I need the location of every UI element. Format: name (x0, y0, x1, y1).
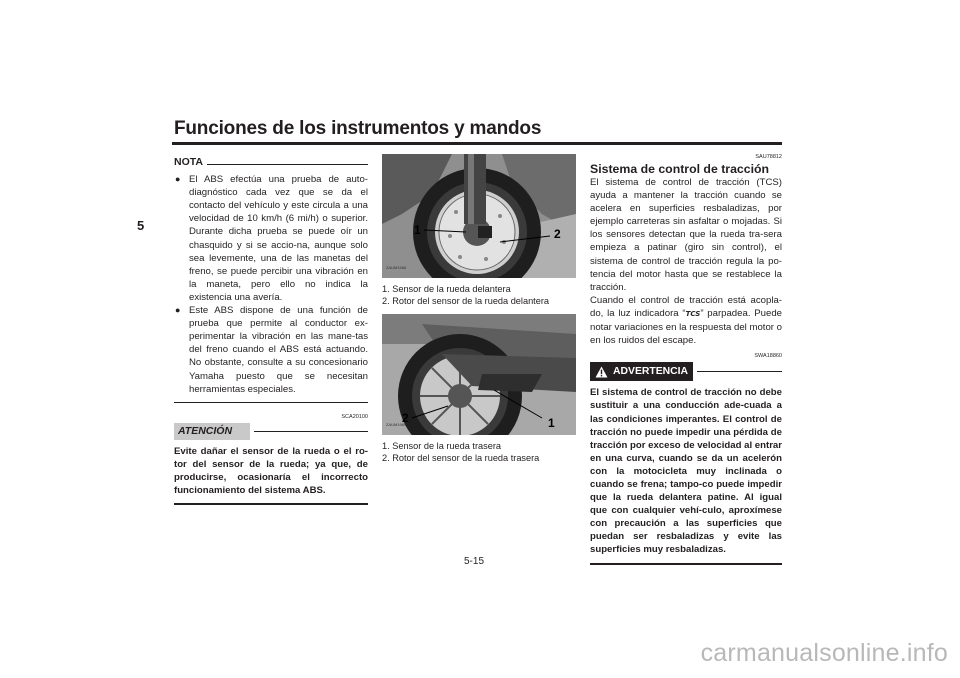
warning-code: SWA18860 (754, 353, 782, 360)
bullet-icon: ● (175, 174, 181, 185)
header-rule (172, 142, 782, 145)
atencion-heading (174, 423, 368, 440)
tcs-text-before: Cuando el control de tracción está acopla-do, la luz indicadora “ (590, 294, 782, 319)
nota-heading (174, 156, 368, 169)
column-1 (174, 156, 368, 505)
tcs-text-after: ” parpadea. Puede notar variaciones en la respuesta del motor o en los ruidos del escape. (590, 307, 782, 347)
warning-text: El sistema de control de tracción no debe sustituir a una conducción ade-cuada a las condiciones imperantes. El control de tracción no puede impedir una pérdida de tracción por exceso de velocidad al entrar en una curva, cuando se da un acelerón con la motocicleta muy inclinada o cuando se frena; tampo-co puede impedir que la rueda delantera patine. Al igual que con cualquier vehí-culo, aproxímese con precaución a las superficies que puedan ser resbaladizas y evite las superficies muy resbaladizas. (590, 387, 782, 556)
nota-end-rule (174, 402, 368, 403)
nota-label: NOTA (174, 156, 203, 168)
atencion-rule (254, 431, 368, 432)
front-wheel-illustration (382, 154, 576, 278)
warning-end-rule (590, 563, 782, 565)
watermark: carmanualsonline.info (700, 639, 948, 667)
figure-code: ZAUM1969 (386, 421, 407, 427)
section-title: Sistema de control de tracción (590, 162, 770, 176)
front-wheel-captions (382, 278, 576, 314)
column-2 (382, 154, 576, 471)
nota-bullet (174, 173, 368, 304)
nota-bullet-text: Este ABS dispone de una función de prueba que permite al conductor ex-perimentar la vibración en las mane-tas del freno cuando el ABS está actuando. No obstante, consulte a su concesionario Yamaha puesto que se necesitan herramientas especiales. (189, 305, 368, 395)
figure-code: ZAUM1966 (386, 264, 407, 270)
front-wheel-figure (382, 154, 576, 278)
rear-wheel-captions (382, 435, 576, 471)
warning-rule (697, 371, 782, 372)
rear-wheel-illustration (382, 314, 576, 435)
column-3 (590, 154, 782, 565)
front-sensor-callout: 1 (414, 223, 421, 237)
figure-caption: 1. Sensor de la rueda trasera (382, 441, 501, 451)
tcs-paragraph: El sistema de control de tracción (TCS) ayuda a mantener la tracción cuando se acelera en superficies resbaladizas, por ejemplo carreteras sin asfaltar o mojadas. Si los sensores detectan que la rueda tra-sera empieza a patinar (giro sin control), el sistema de control de tracción regula la po-tencia del motor hasta que se restablece la tracción. (590, 177, 782, 293)
page-number: 5-15 (464, 556, 485, 567)
tcs-indicator-paragraph (590, 294, 782, 347)
nota-rule (207, 164, 368, 165)
front-rotor-callout: 2 (554, 227, 561, 241)
rear-rotor-callout: 2 (402, 411, 409, 425)
rear-wheel-figure (382, 314, 576, 435)
figure-caption: 2. Rotor del sensor de la rueda trasera (382, 453, 540, 463)
chapter-number: 5 (137, 218, 145, 233)
section-code: SAU78812 (755, 154, 782, 160)
atencion-text: Evite dañar el sensor de la rueda o el ro-tor del sensor de la rueda; ya que, de producirse, ocasionaría el incorrecto funcionamiento del sistema ABS. (174, 445, 368, 497)
nota-bullet-text: El ABS efectúa una prueba de auto-diagnóstico cada vez que se da el contacto del vehículo y este circula a una velocidad de 10 km/h (6 mi/h) o superior. Durante dicha prueba se puede oír un chasquido y si se accio-na, aunque solo sea levemente, una de las manetas del freno, se puede percibir una vibración en la maneta, pero ello no indica la existencia una avería. (189, 174, 368, 303)
warning-triangle-icon (595, 366, 608, 378)
page-title: Funciones de los instrumentos y mandos (174, 118, 542, 139)
bullet-icon: ● (175, 305, 181, 316)
warning-heading (590, 362, 782, 381)
warning-label: ADVERTENCIA (613, 366, 689, 378)
warning-badge (590, 362, 693, 381)
atencion-code: SCA20100 (341, 413, 368, 420)
nota-bullet (174, 304, 368, 396)
atencion-end-rule (174, 503, 368, 505)
tcs-indicator-icon: TCS (685, 309, 701, 318)
rear-sensor-callout: 1 (548, 416, 555, 430)
figure-caption: 1. Sensor de la rueda delantera (382, 284, 511, 294)
figure-caption: 2. Rotor del sensor de la rueda delantera (382, 296, 550, 306)
atencion-label: ATENCIÓN (174, 423, 250, 440)
